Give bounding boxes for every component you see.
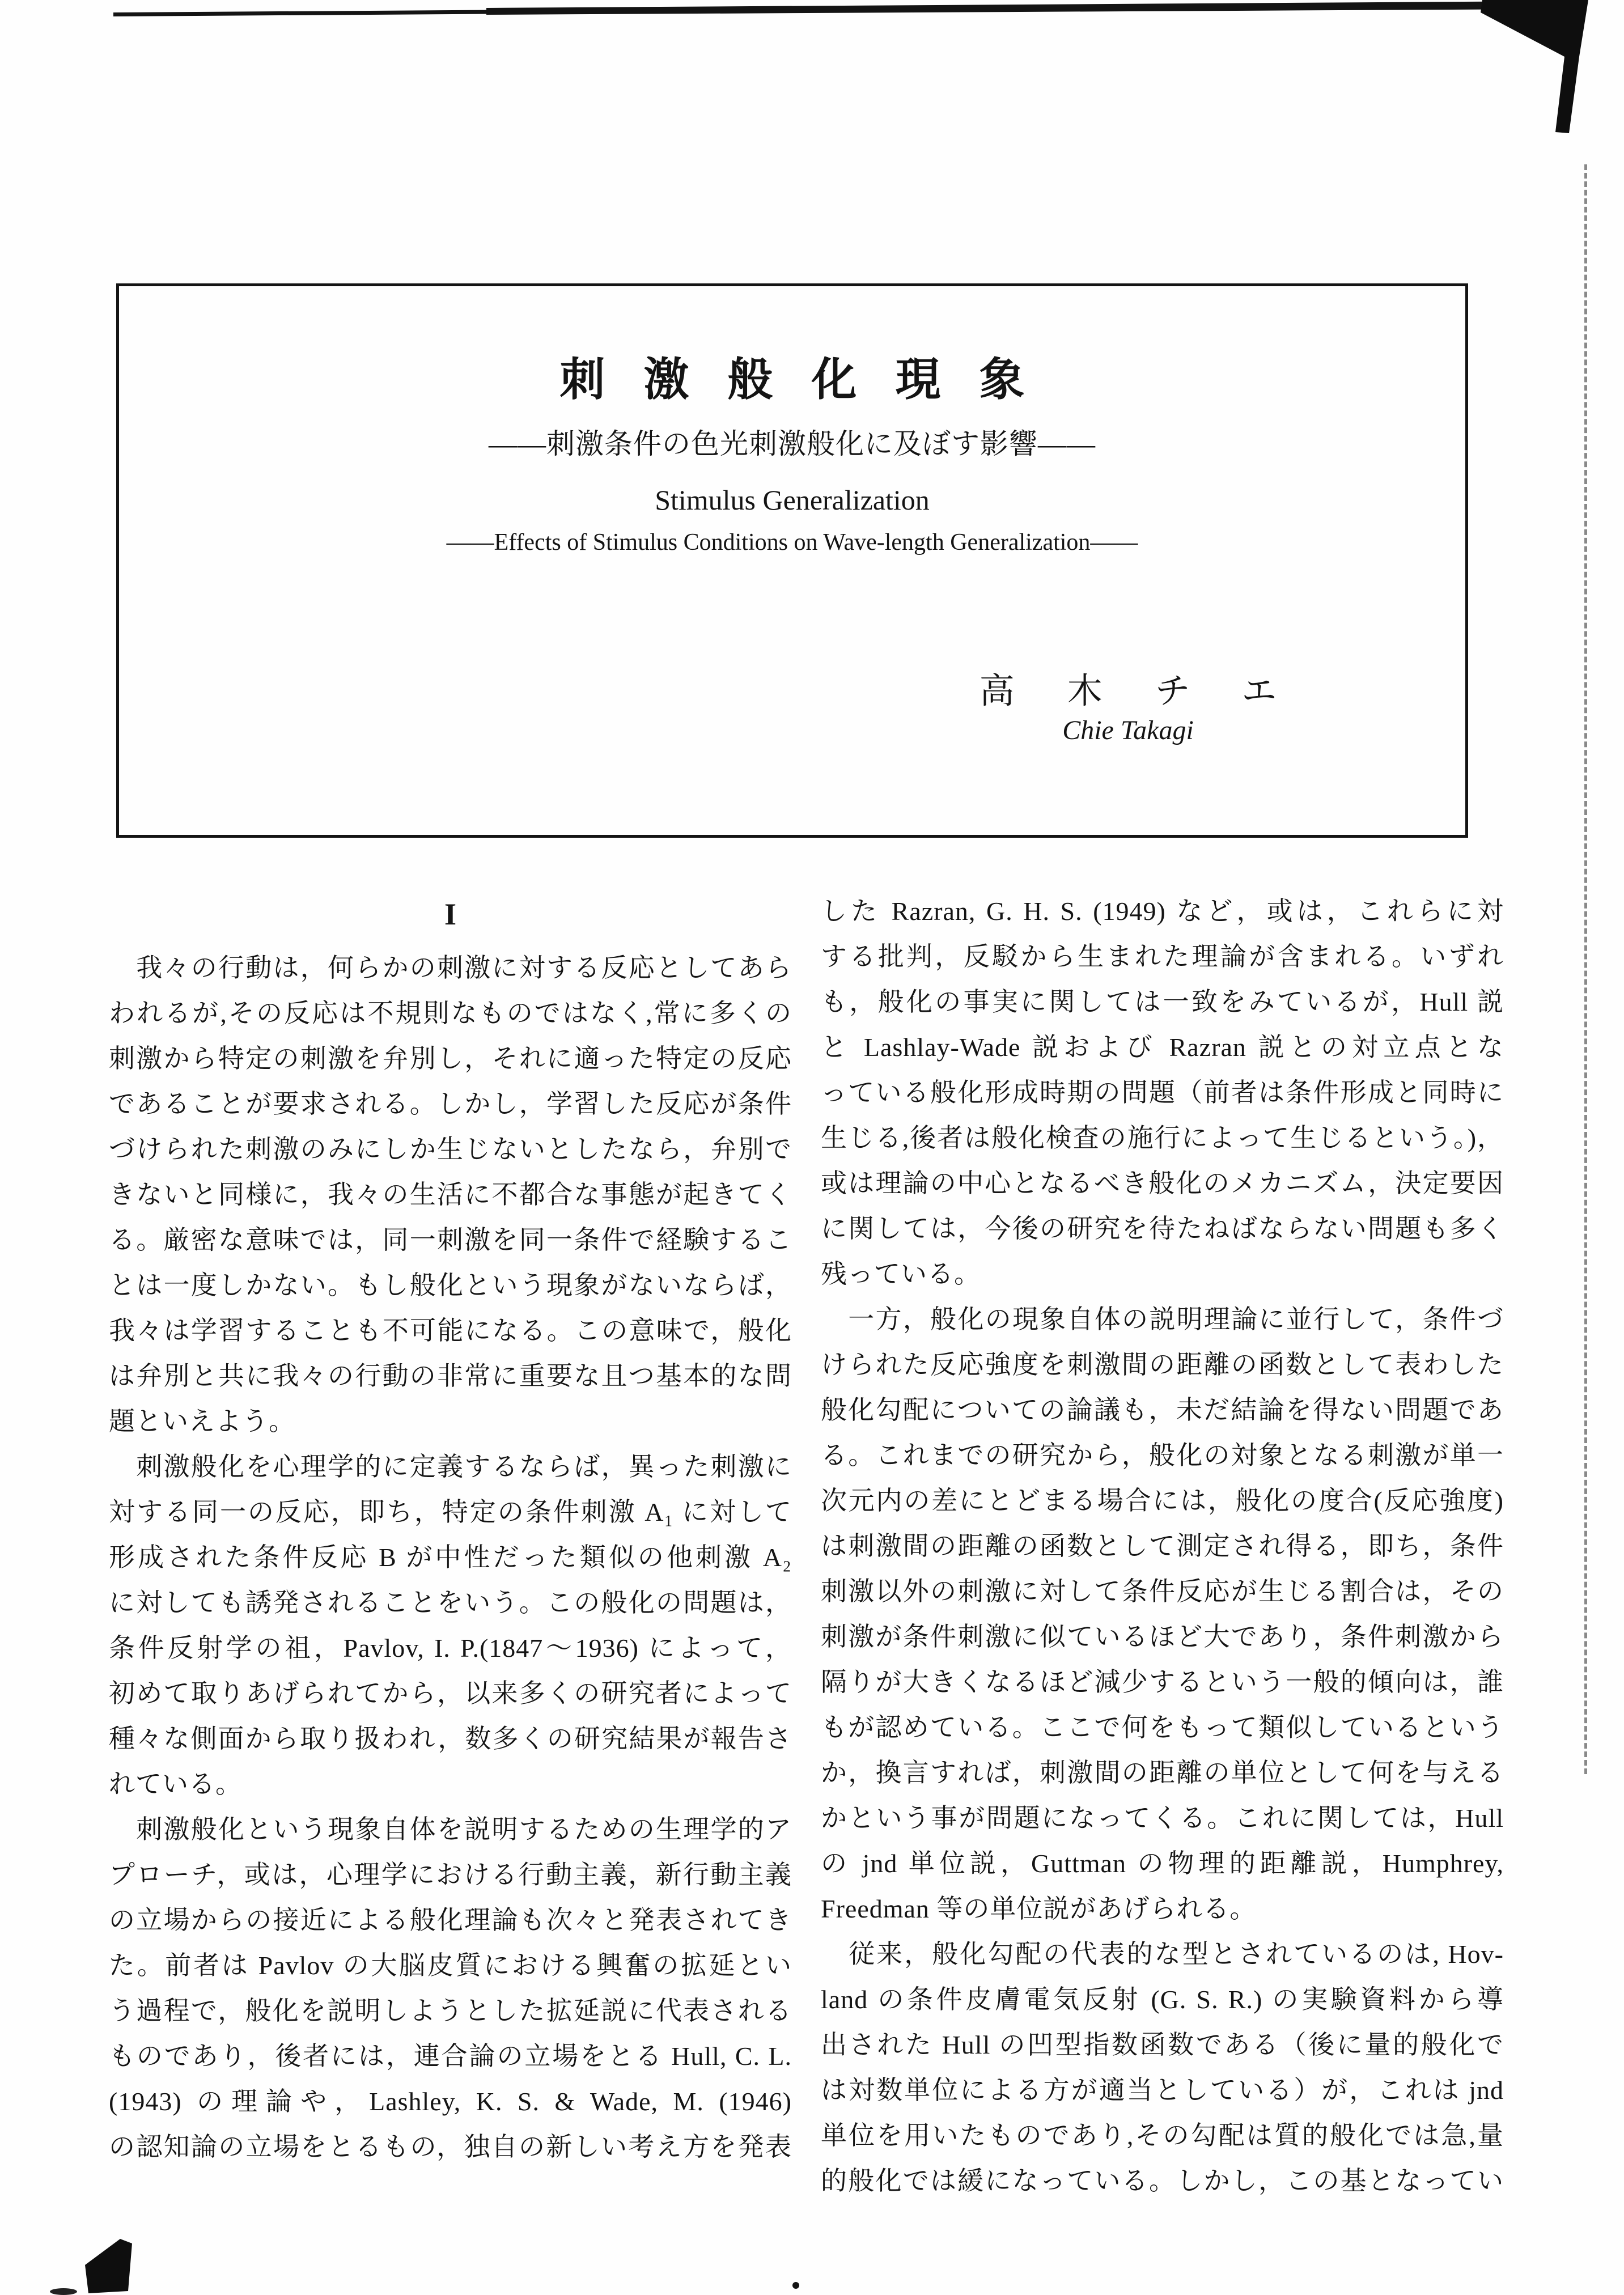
text-line: 対する同一の反応，即ち，特定の条件刺激 A₁ に対して (109, 1498, 792, 1526)
text-line: もが認めている。ここで何をもって類似しているという (821, 1713, 1504, 1742)
page-top-edge-line-thick (486, 1, 1554, 15)
text-line: 次元内の差にとどまる場合には，般化の度合(反応強度) (821, 1486, 1504, 1515)
text-line: に対しても誘発されることをいう。この般化の問題は， (109, 1588, 792, 1617)
text-line: う過程で，般化を説明しようとした拡延説に代表される (109, 1996, 792, 2025)
text-line: 刺激以外の刺激に対して条件反応が生じる割合は，その (821, 1577, 1504, 1606)
text-line: であることが要求される。しかし，学習した反応が条件 (109, 1089, 792, 1118)
text-line: けられた反応強度を刺激間の距離の函数として表わした (821, 1350, 1504, 1379)
text-line: 形成された条件反応 B が中性だった類似の他刺激 A₂ (109, 1543, 792, 1572)
text-line: する批判，反駁から生まれた理論が含まれる。いずれ (821, 942, 1504, 971)
ink-blob-artifact (85, 2239, 132, 2293)
text-line: きないと同様に，我々の生活に不都合な事態が起きてく (109, 1180, 792, 1209)
text-line: に関しては，今後の研究を待たねばならない問題も多く (821, 1214, 1504, 1243)
text-line: 初めて取りあげられてから，以来多くの研究者によって (109, 1679, 792, 1708)
right-text-column (821, 889, 1504, 2204)
corner-fold-artifact (1481, 0, 1588, 133)
text-line: っている般化形成時期の問題（前者は条件形成と同時に (821, 1078, 1504, 1107)
text-line: る。これまでの研究から，般化の対象となる刺激が単一 (821, 1441, 1504, 1470)
text-line: かという事が問題になってくる。これに関しては，Hull (821, 1804, 1504, 1832)
text-line: land の条件皮膚電気反射 (G. S. R.) の実験資料から導 (821, 1985, 1504, 2014)
text-line: づけられた刺激のみにしか生じないとしたなら，弁別で (109, 1135, 792, 1164)
author-name-romanized: Chie Takagi (1062, 715, 1194, 745)
fold-dashed-line (1584, 164, 1587, 1774)
text-line: 隔りが大きくなるほど減少するという一般的傾向は，誰 (821, 1668, 1504, 1696)
text-line: 種々な側面から取り扱われ，数多くの研究結果が報告さ (109, 1724, 792, 1753)
text-line: た。前者は Pavlov の大脳皮質における興奮の拡延とい (109, 1951, 792, 1980)
ink-dot-artifact (792, 2282, 799, 2289)
text-line: 出された Hull の凹型指数函数である（後に量的般化で (821, 2030, 1504, 2059)
text-line: 題といえよう。 (109, 1407, 295, 1436)
text-line: は弁別と共に我々の行動の非常に重要な且つ基本的な問 (109, 1361, 792, 1390)
text-line: とは一度しかない。もし般化という現象がないならば， (109, 1271, 792, 1300)
text-line: 生じる,後者は般化検査の施行によって生じるという。)， (821, 1123, 1504, 1152)
text-line: れている。 (109, 1770, 242, 1798)
ink-smear-artifact (50, 2288, 77, 2295)
text-line: した Razran, G. H. S. (1949) など，或は，これらに対 (821, 897, 1504, 926)
text-line: と Lashlay-Wade 説および Razran 説との対立点とな (821, 1033, 1504, 1062)
text-line: 般化勾配についての論議も，未だ結論を得ない問題であ (821, 1395, 1504, 1424)
text-line: の立場からの接近による般化理論も次々と発表されてき (109, 1906, 792, 1935)
paper-subtitle-japanese: ——刺激条件の色光刺激般化に及ぼす影響—— (489, 428, 1096, 460)
text-line: プローチ，或は，心理学における行動主義，新行動主義 (109, 1860, 792, 1889)
text-line: る。厳密な意味では，同一刺激を同一条件で経験するこ (109, 1225, 792, 1254)
text-line: か，換言すれば，刺激間の距離の単位として何を与える (821, 1758, 1504, 1787)
left-text-column (109, 945, 792, 2170)
text-line: (1943) の理論や，Lashley, K. S. & Wade, M. (1946) (109, 2087, 792, 2116)
text-line: 的般化では緩になっている。しかし，この基となってい (821, 2166, 1504, 2195)
title-box (116, 283, 1468, 838)
author-name-japanese: 高木チエ (979, 672, 1330, 711)
text-line: 我々の行動は，何らかの刺激に対する反応としてあら (109, 953, 792, 982)
text-line: は対数単位による方が適当としている）が，これは jnd (821, 2076, 1504, 2105)
text-line: 単位を用いたものであり,その勾配は質的般化では急,量 (821, 2121, 1504, 2150)
page-top-edge-line (113, 3, 1556, 16)
paper-title-english: Stimulus Generalization (655, 484, 930, 516)
text-line: は刺激間の距離の函数として測定され得る，即ち，条件 (821, 1532, 1504, 1560)
text-line: の認知論の立場をとるもの，独自の新しい考え方を発表 (109, 2132, 792, 2161)
text-line: 従来，般化勾配の代表的な型とされているのは, Hov- (821, 1940, 1504, 1969)
text-line: 一方，般化の現象自体の説明理論に並行して，条件づ (821, 1305, 1504, 1334)
text-line: 刺激般化を心理学的に定義するならば，異った刺激に (109, 1452, 792, 1481)
text-line: 我々は学習することも不可能になる。この意味で，般化 (109, 1316, 792, 1345)
text-line: の jnd 単位説，Guttman の物理的距離説，Humphrey, (821, 1849, 1504, 1878)
text-line: われるが,その反応は不規則なものではなく,常に多くの (109, 999, 792, 1028)
text-line: も，般化の事実に関しては一致をみているが，Hull 説 (821, 987, 1504, 1016)
text-line: Freedman 等の単位説があげられる。 (821, 1894, 1257, 1923)
text-line: 条件反射学の祖，Pavlov, I. P.(1847〜1936) によって， (109, 1634, 792, 1662)
paper-title-japanese: 刺激般化現象 (559, 355, 1063, 405)
text-line: ものであり，後者には，連合論の立場をとる Hull, C. L. (109, 2042, 792, 2071)
text-line: 残っている。 (821, 1259, 981, 1288)
text-line: 或は理論の中心となるべき般化のメカニズム，決定要因 (821, 1169, 1504, 1198)
text-line: 刺激般化という現象自体を説明するための生理学的ア (109, 1815, 792, 1844)
text-line: 刺激から特定の刺激を弁別し，それに適った特定の反応 (109, 1044, 792, 1073)
text-line: 刺激が条件刺激に似ているほど大であり，条件刺激から (821, 1622, 1504, 1651)
section-heading: I (444, 897, 456, 931)
paper-subtitle-english: ——Effects of Stimulus Conditions on Wave-length Generalization—— (446, 529, 1138, 555)
